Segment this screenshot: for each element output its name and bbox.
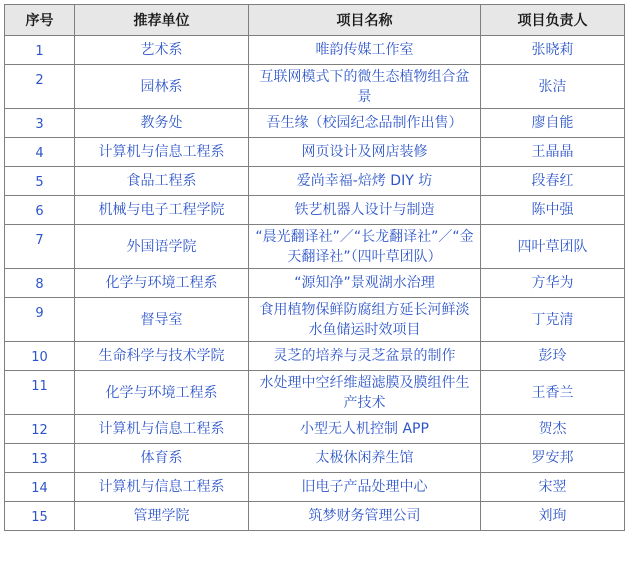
row-leader: 王香兰: [481, 371, 625, 415]
row-leader: 方华为: [481, 269, 625, 298]
table-row: [5, 225, 625, 269]
header-unit: 推荐单位: [75, 5, 249, 36]
row-project: “源知净”景观湖水治理: [249, 269, 481, 298]
table-row: [5, 167, 625, 196]
table-row: [5, 502, 625, 531]
row-number: 13: [5, 444, 75, 473]
row-leader: 贺杰: [481, 415, 625, 444]
row-project: 太极休闲养生馆: [249, 444, 481, 473]
row-leader: 段春红: [481, 167, 625, 196]
table-row: [5, 196, 625, 225]
row-number: 4: [5, 138, 75, 167]
row-unit: 化学与环境工程系: [75, 269, 249, 298]
row-project: 唯韵传媒工作室: [249, 36, 481, 65]
row-unit: 计算机与信息工程系: [75, 415, 249, 444]
row-leader: 宋翌: [481, 473, 625, 502]
row-project: 小型无人机控制 APP: [249, 415, 481, 444]
row-unit: 外国语学院: [75, 225, 249, 269]
row-leader: 张晓莉: [481, 36, 625, 65]
row-number: 5: [5, 167, 75, 196]
row-project: 筑梦财务管理公司: [249, 502, 481, 531]
row-unit: 督导室: [75, 298, 249, 342]
row-leader: 廖自能: [481, 109, 625, 138]
row-number: 3: [5, 109, 75, 138]
row-leader: 四叶草团队: [481, 225, 625, 269]
header-row: [5, 5, 625, 36]
row-number: 12: [5, 415, 75, 444]
row-project: 水处理中空纤维超滤膜及膜组件生产技术: [249, 371, 481, 415]
row-number: 2: [5, 65, 75, 109]
row-project: 吾生缘（校园纪念品制作出售）: [249, 109, 481, 138]
table-row: [5, 473, 625, 502]
table-row: [5, 269, 625, 298]
table-row: [5, 298, 625, 342]
row-number: 11: [5, 371, 75, 415]
row-unit: 园林系: [75, 65, 249, 109]
row-unit: 化学与环境工程系: [75, 371, 249, 415]
table-row: [5, 138, 625, 167]
row-project: 食用植物保鲜防腐组方延长河鲜淡水鱼储运时效项目: [249, 298, 481, 342]
row-leader: 彭玲: [481, 342, 625, 371]
row-leader: 陈中强: [481, 196, 625, 225]
row-leader: 罗安邦: [481, 444, 625, 473]
row-unit: 计算机与信息工程系: [75, 473, 249, 502]
row-unit: 体育系: [75, 444, 249, 473]
row-leader: 刘珣: [481, 502, 625, 531]
row-project: 灵芝的培养与灵芝盆景的制作: [249, 342, 481, 371]
row-leader: 王晶晶: [481, 138, 625, 167]
row-number: 8: [5, 269, 75, 298]
row-unit: 计算机与信息工程系: [75, 138, 249, 167]
row-unit: 管理学院: [75, 502, 249, 531]
row-project: “晨光翻译社”／“长龙翻译社”／“金天翻译社”（四叶草团队）: [249, 225, 481, 269]
row-number: 1: [5, 36, 75, 65]
row-unit: 教务处: [75, 109, 249, 138]
table-row: [5, 415, 625, 444]
row-number: 6: [5, 196, 75, 225]
row-leader: 丁克清: [481, 298, 625, 342]
row-unit: 食品工程系: [75, 167, 249, 196]
row-project: 爱尚幸福-焙烤 DIY 坊: [249, 167, 481, 196]
row-number: 15: [5, 502, 75, 531]
row-unit: 生命科学与技术学院: [75, 342, 249, 371]
table-row: [5, 371, 625, 415]
header-leader: 项目负责人: [481, 5, 625, 36]
row-number: 7: [5, 225, 75, 269]
row-number: 9: [5, 298, 75, 342]
row-project: 铁艺机器人设计与制造: [249, 196, 481, 225]
row-leader: 张洁: [481, 65, 625, 109]
table-row: [5, 65, 625, 109]
row-project: 互联网模式下的微生态植物组合盆景: [249, 65, 481, 109]
project-table: [4, 4, 625, 531]
header-project: 项目名称: [249, 5, 481, 36]
header-number: 序号: [5, 5, 75, 36]
table-row: [5, 36, 625, 65]
row-project: 旧电子产品处理中心: [249, 473, 481, 502]
table-row: [5, 109, 625, 138]
row-number: 14: [5, 473, 75, 502]
table-row: [5, 444, 625, 473]
table-row: [5, 342, 625, 371]
row-unit: 艺术系: [75, 36, 249, 65]
row-project: 网页设计及网店装修: [249, 138, 481, 167]
row-unit: 机械与电子工程学院: [75, 196, 249, 225]
row-number: 10: [5, 342, 75, 371]
